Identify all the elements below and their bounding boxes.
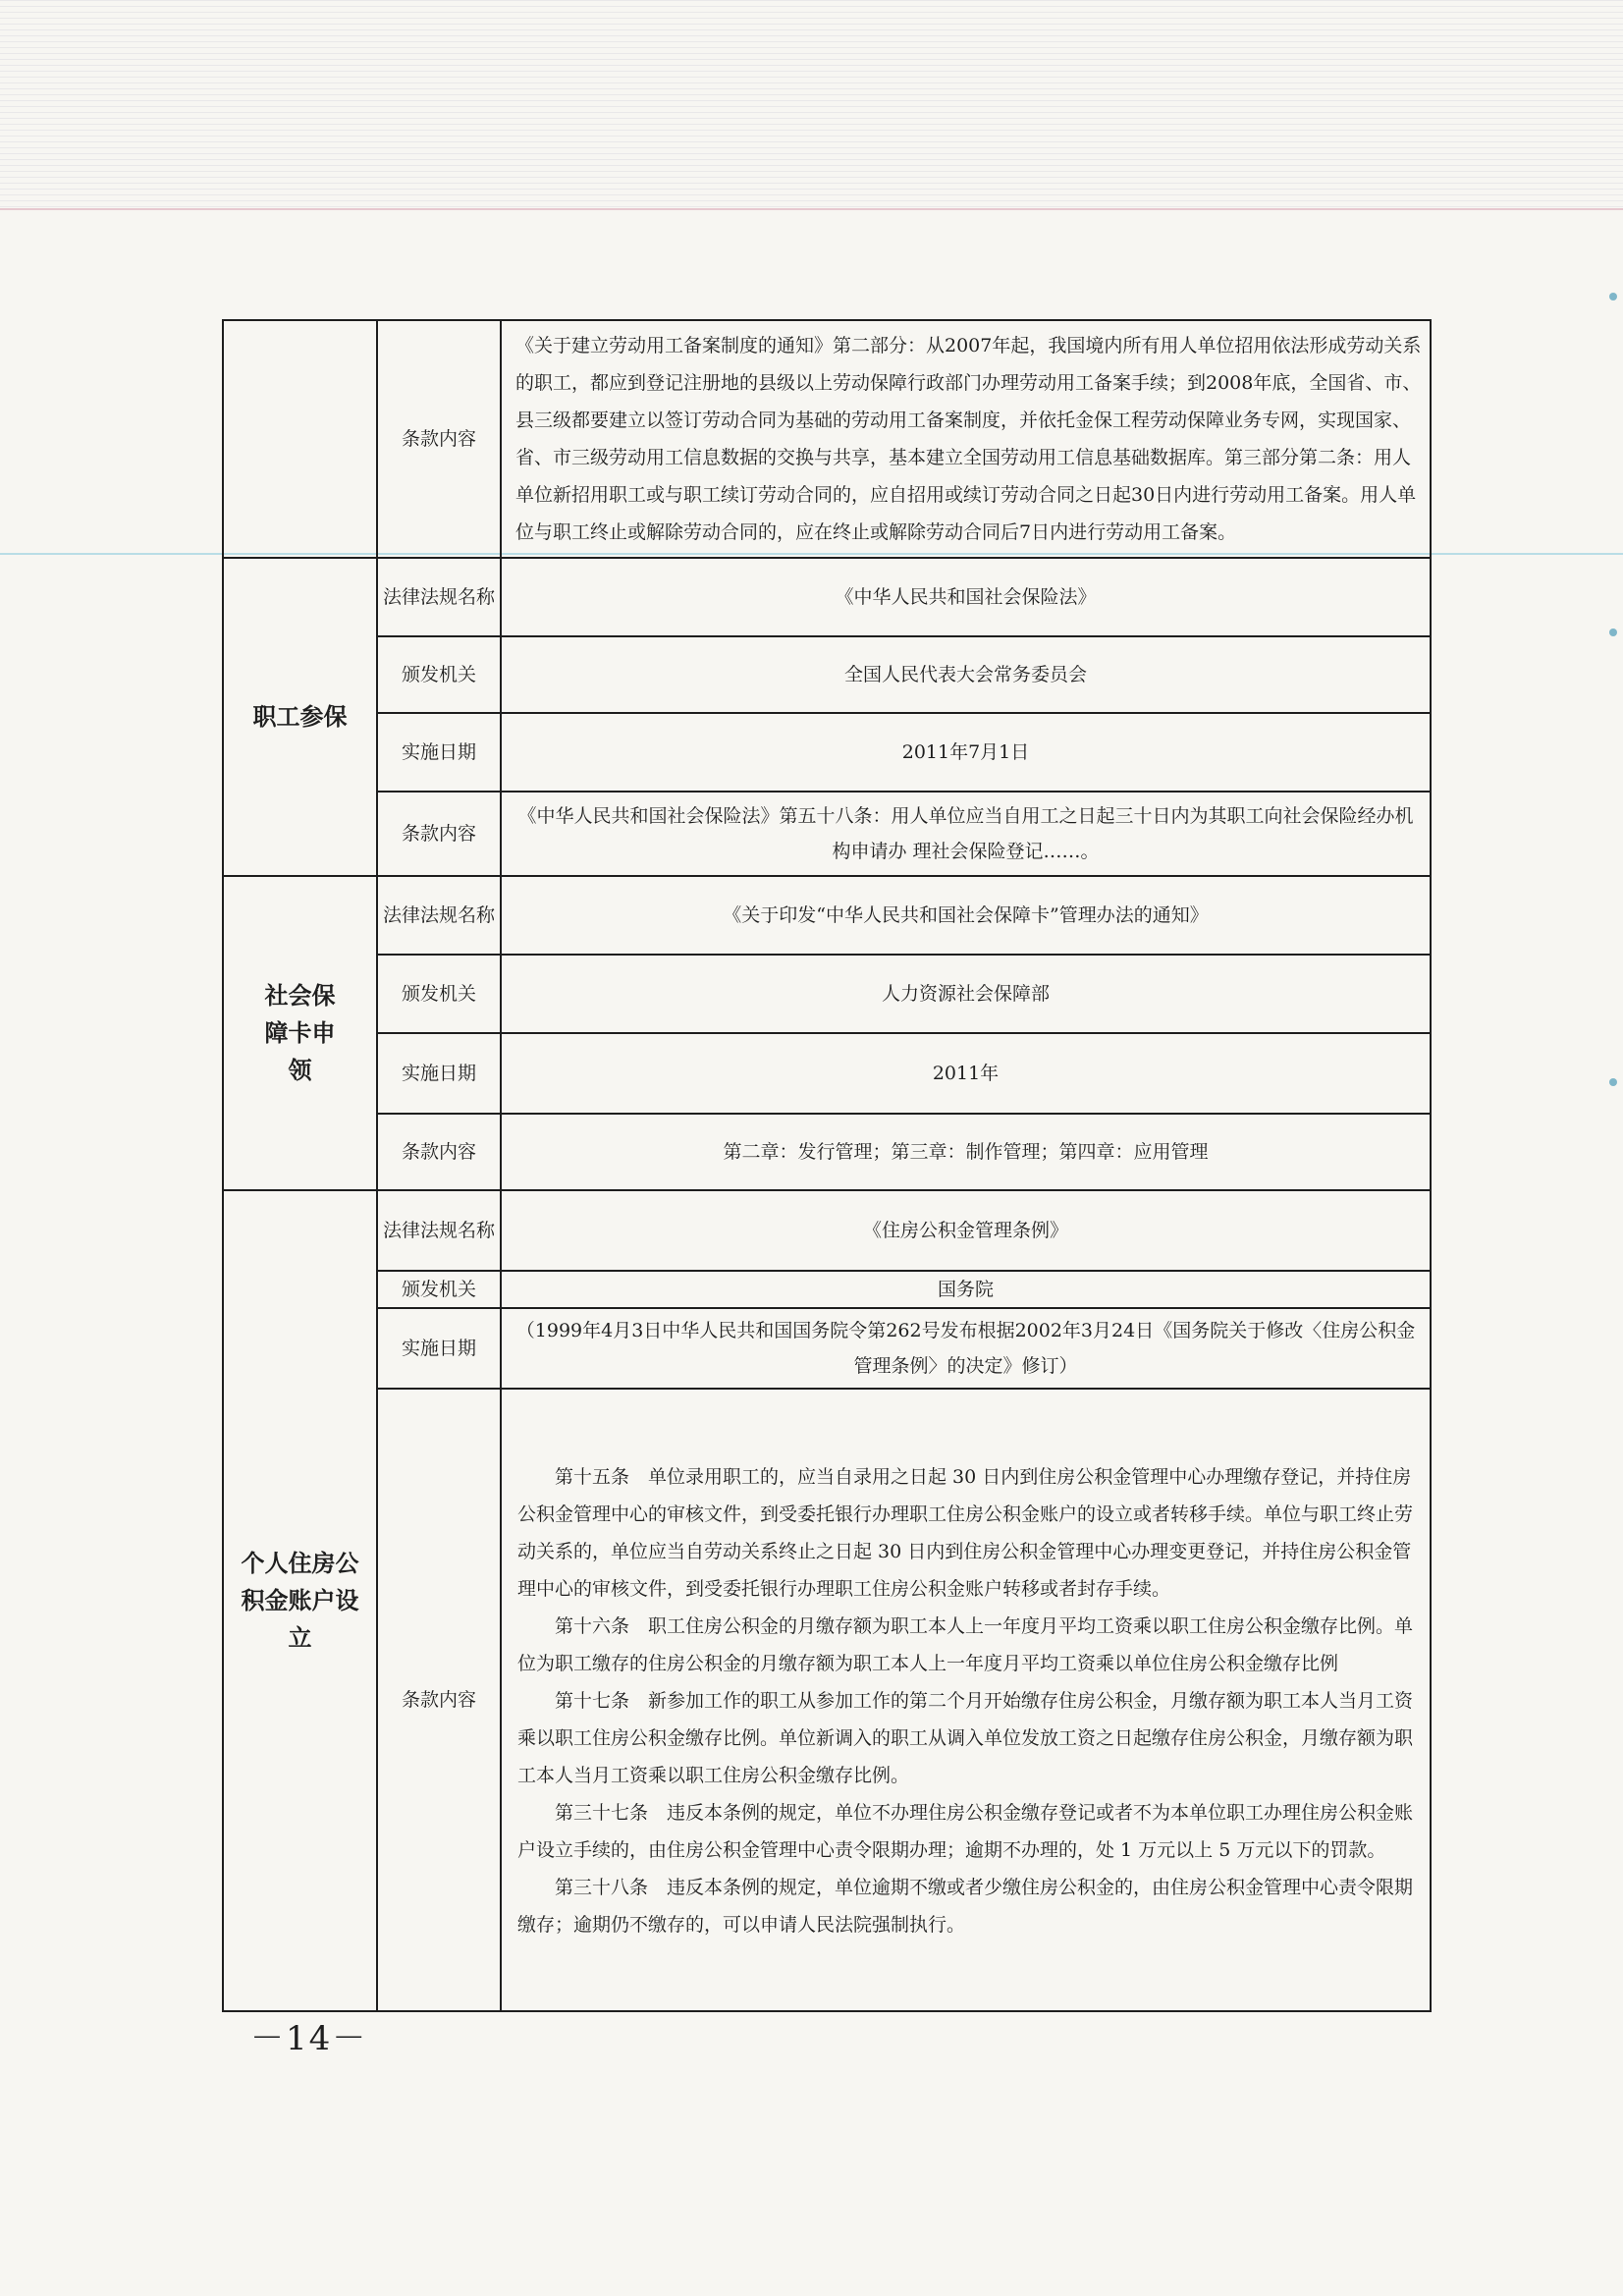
field-label: 条款内容 (377, 1114, 501, 1190)
table-row (223, 876, 1431, 955)
clause-paragraph: 第三十七条 违反本条例的规定，单位不办理住房公积金缴存登记或者不为本单位职工办理住房公积金账户设立手续的，由住房公积金管理中心责令限期办理；逾期不办理的，处 1 万元以上 5 万元以下的罚款。 (517, 1802, 1414, 1861)
field-label: 颁发机关 (377, 636, 501, 713)
table-row (223, 558, 1431, 636)
field-label: 实施日期 (377, 713, 501, 792)
issuer: 国务院 (501, 1271, 1431, 1308)
category-card: 社会保障卡申领 (223, 876, 377, 1190)
regulation-table (222, 319, 1432, 2012)
table-row (223, 1190, 1431, 1271)
table-row (223, 713, 1431, 792)
category-fund: 个人住房公积金账户设立 (223, 1190, 377, 2011)
effective-date: （1999年4月3日中华人民共和国国务院令第262号发布根据2002年3月24日《国务院关于修改〈住房公积金管理条例〉的决定》修订） (501, 1308, 1431, 1389)
field-label: 条款内容 (377, 320, 501, 558)
law-name: 《关于印发“中华人民共和国社会保障卡”管理办法的通知》 (501, 876, 1431, 955)
field-label: 法律法规名称 (377, 558, 501, 636)
effective-date: 2011年7月1日 (501, 713, 1431, 792)
page-number: －14－ (250, 2019, 368, 2058)
clause-paragraph: 第十五条 单位录用职工的，应当自录用之日起 30 日内到住房公积金管理中心办理缴存登记，并持住房公积金管理中心的审核文件，到受委托银行办理职工住房公积金账户的设立或者转移手续。单位与职工终止劳动关系的，单位应当自劳动关系终止之日起 30 日内到住房公积金管理中心办理变更登记，并持住房公积金管理中心的审核文件，到受委托银行办理职工住房公积金账户转移或者封存手续。 (517, 1466, 1414, 1600)
table-row (223, 1033, 1431, 1114)
table-row (223, 1389, 1431, 2011)
scan-line (0, 208, 1623, 210)
table-row (223, 1308, 1431, 1389)
table-row (223, 955, 1431, 1033)
category-cell-empty (223, 320, 377, 558)
clause-content: 《关于建立劳动用工备案制度的通知》第二部分：从2007年起，我国境内所有用人单位招用依法形成劳动关系的职工，都应到登记注册地的县级以上劳动保障行政部门办理劳动用工备案手续；到2008年底，全国省、市、县三级都要建立以签订劳动合同为基础的劳动用工备案制度，并依托金保工程劳动保障业务专网，实现国家、省、市三级劳动用工信息数据的交换与共享，基本建立全国劳动用工信息基础数据库。第三部分第二条：用人单位新招用职工或与职工续订劳动合同的，应自招用或续订劳动合同之日起30日内进行劳动用工备案。用人单位与职工终止或解除劳动合同的，应在终止或解除劳动合同后7日内进行劳动用工备案。 (501, 320, 1431, 558)
issuer: 人力资源社会保障部 (501, 955, 1431, 1033)
edge-mark (1609, 629, 1617, 636)
field-label: 颁发机关 (377, 955, 501, 1033)
category-insurance: 职工参保 (223, 558, 377, 876)
table-row (223, 1114, 1431, 1190)
scan-noise-top (0, 0, 1623, 211)
field-label: 实施日期 (377, 1308, 501, 1389)
law-name: 《中华人民共和国社会保险法》 (501, 558, 1431, 636)
field-label: 法律法规名称 (377, 876, 501, 955)
table-row (223, 636, 1431, 713)
field-label: 法律法规名称 (377, 1190, 501, 1271)
table-row (223, 1271, 1431, 1308)
edge-mark (1609, 1078, 1617, 1086)
clause-content: 《中华人民共和国社会保险法》第五十八条：用人单位应当自用工之日起三十日内为其职工向社会保险经办机构申请办 理社会保险登记……。 (501, 792, 1431, 876)
field-label: 实施日期 (377, 1033, 501, 1114)
issuer: 全国人民代表大会常务委员会 (501, 636, 1431, 713)
field-label: 颁发机关 (377, 1271, 501, 1308)
law-name: 《住房公积金管理条例》 (501, 1190, 1431, 1271)
clause-paragraph: 第十六条 职工住房公积金的月缴存额为职工本人上一年度月平均工资乘以职工住房公积金缴存比例。单位为职工缴存的住房公积金的月缴存额为职工本人上一年度月平均工资乘以单位住房公积金缴存比例 (517, 1615, 1414, 1674)
clause-content (501, 1389, 1431, 2011)
clause-paragraph: 第三十八条 违反本条例的规定，单位逾期不缴或者少缴住房公积金的，由住房公积金管理中心责令限期缴存；逾期仍不缴存的，可以申请人民法院强制执行。 (517, 1877, 1414, 1936)
table-row (223, 320, 1431, 558)
field-label: 条款内容 (377, 1389, 501, 2011)
clause-paragraph: 第十七条 新参加工作的职工从参加工作的第二个月开始缴存住房公积金，月缴存额为职工本人当月工资乘以职工住房公积金缴存比例。单位新调入的职工从调入单位发放工资之日起缴存住房公积金，月缴存额为职工本人当月工资乘以职工住房公积金缴存比例。 (517, 1690, 1414, 1786)
clause-content: 第二章：发行管理；第三章：制作管理；第四章：应用管理 (501, 1114, 1431, 1190)
table-row (223, 792, 1431, 876)
edge-mark (1609, 293, 1617, 301)
effective-date: 2011年 (501, 1033, 1431, 1114)
field-label: 条款内容 (377, 792, 501, 876)
